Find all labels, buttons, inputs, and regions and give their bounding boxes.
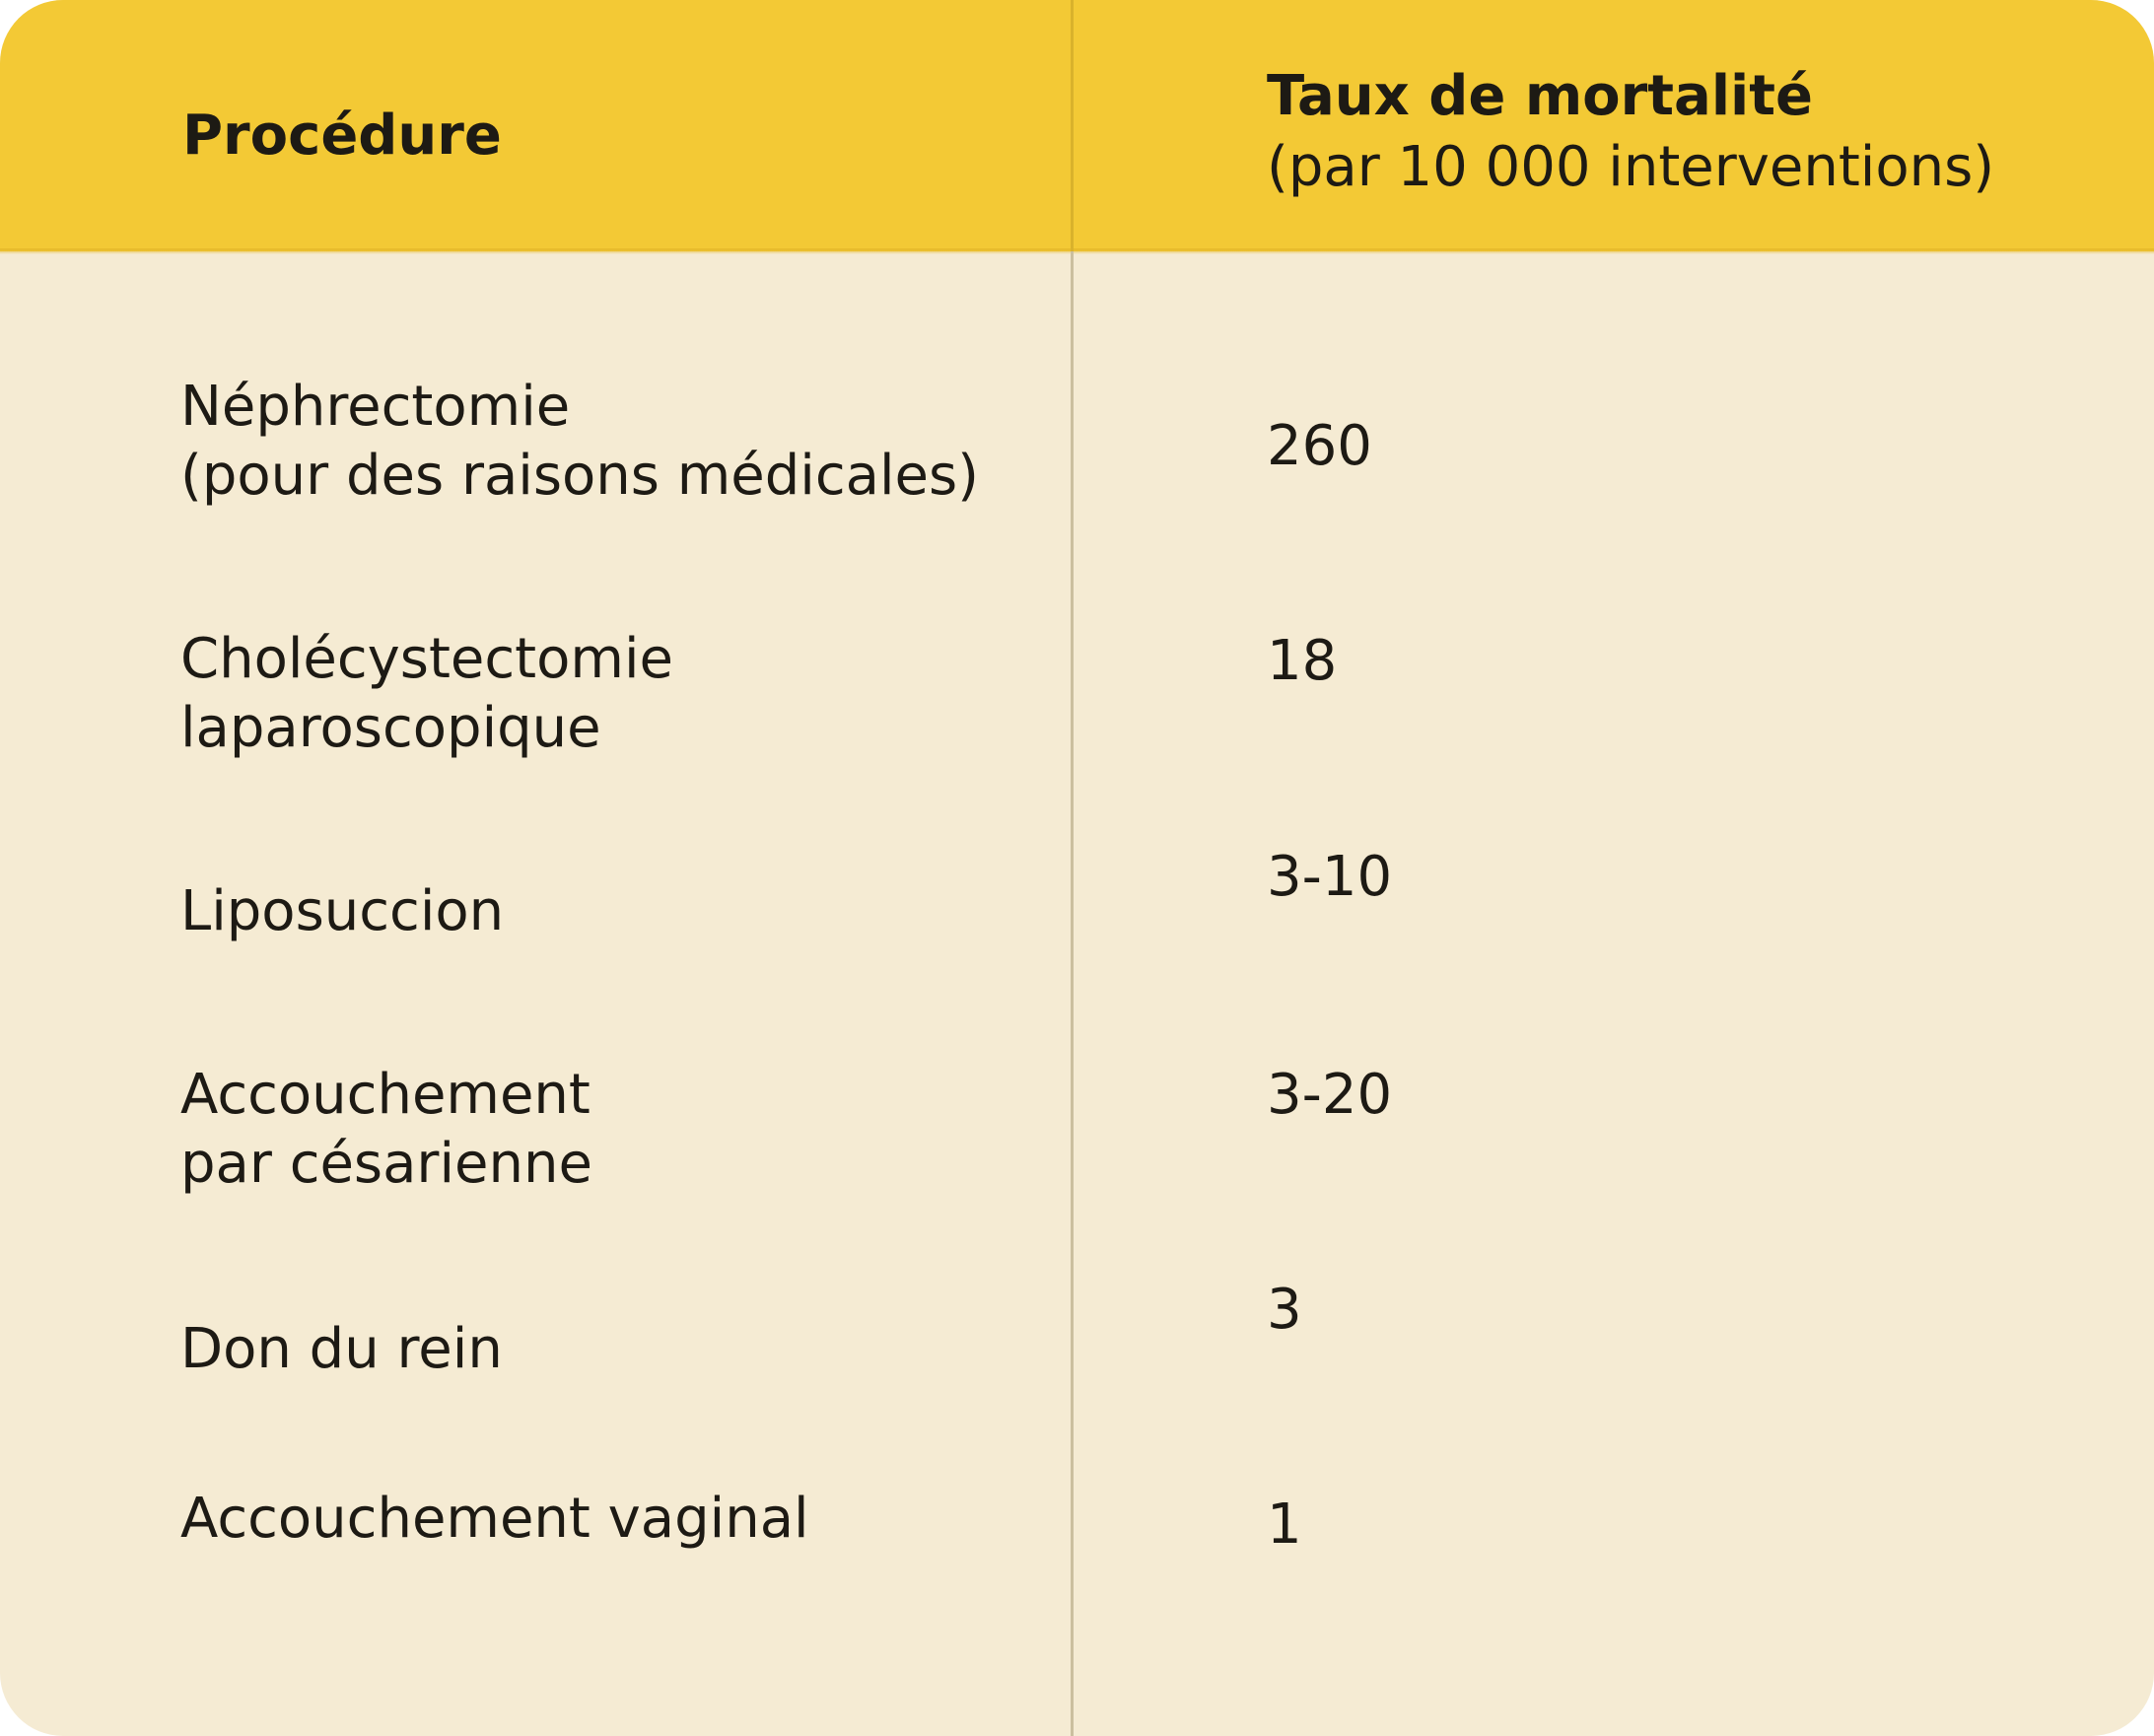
procedure-line: Accouchement [180,1063,591,1127]
procedure-cell [180,877,504,946]
procedure-cell [180,373,979,511]
rate-cell: 260 [1267,414,1372,478]
header-edge [0,248,2154,254]
column-divider [1071,0,1074,1736]
rate-cell: 1 [1267,1493,1302,1557]
procedure-cell [180,1485,809,1554]
procedure-line: Néphrectomie [180,375,571,439]
rate-cell: 3 [1267,1278,1302,1342]
rate-cell: 3-20 [1267,1063,1393,1127]
procedure-line: Liposuccion [180,879,505,943]
header-mortality-rate [1267,61,1994,203]
header-mortality-unit: (par 10 000 interventions) [1267,135,1995,199]
procedure-line: Accouchement vaginal [180,1487,809,1551]
header-mortality-title: Taux de mortalité [1267,64,1813,128]
procedure-line: laparoscopique [180,696,601,760]
rate-cell: 18 [1267,629,1338,693]
rate-cell: 3-10 [1267,845,1393,909]
procedure-line: Cholécystectomie [180,627,673,691]
header-column-divider [1071,0,1074,251]
procedure-cell [180,625,673,763]
procedure-cell [180,1061,592,1199]
header-procedure: Procédure [182,104,502,168]
procedure-line: Don du rein [180,1317,503,1381]
procedure-cell [180,1315,503,1384]
procedure-line: par césarienne [180,1132,592,1196]
procedure-line: (pour des raisons médicales) [180,444,980,508]
